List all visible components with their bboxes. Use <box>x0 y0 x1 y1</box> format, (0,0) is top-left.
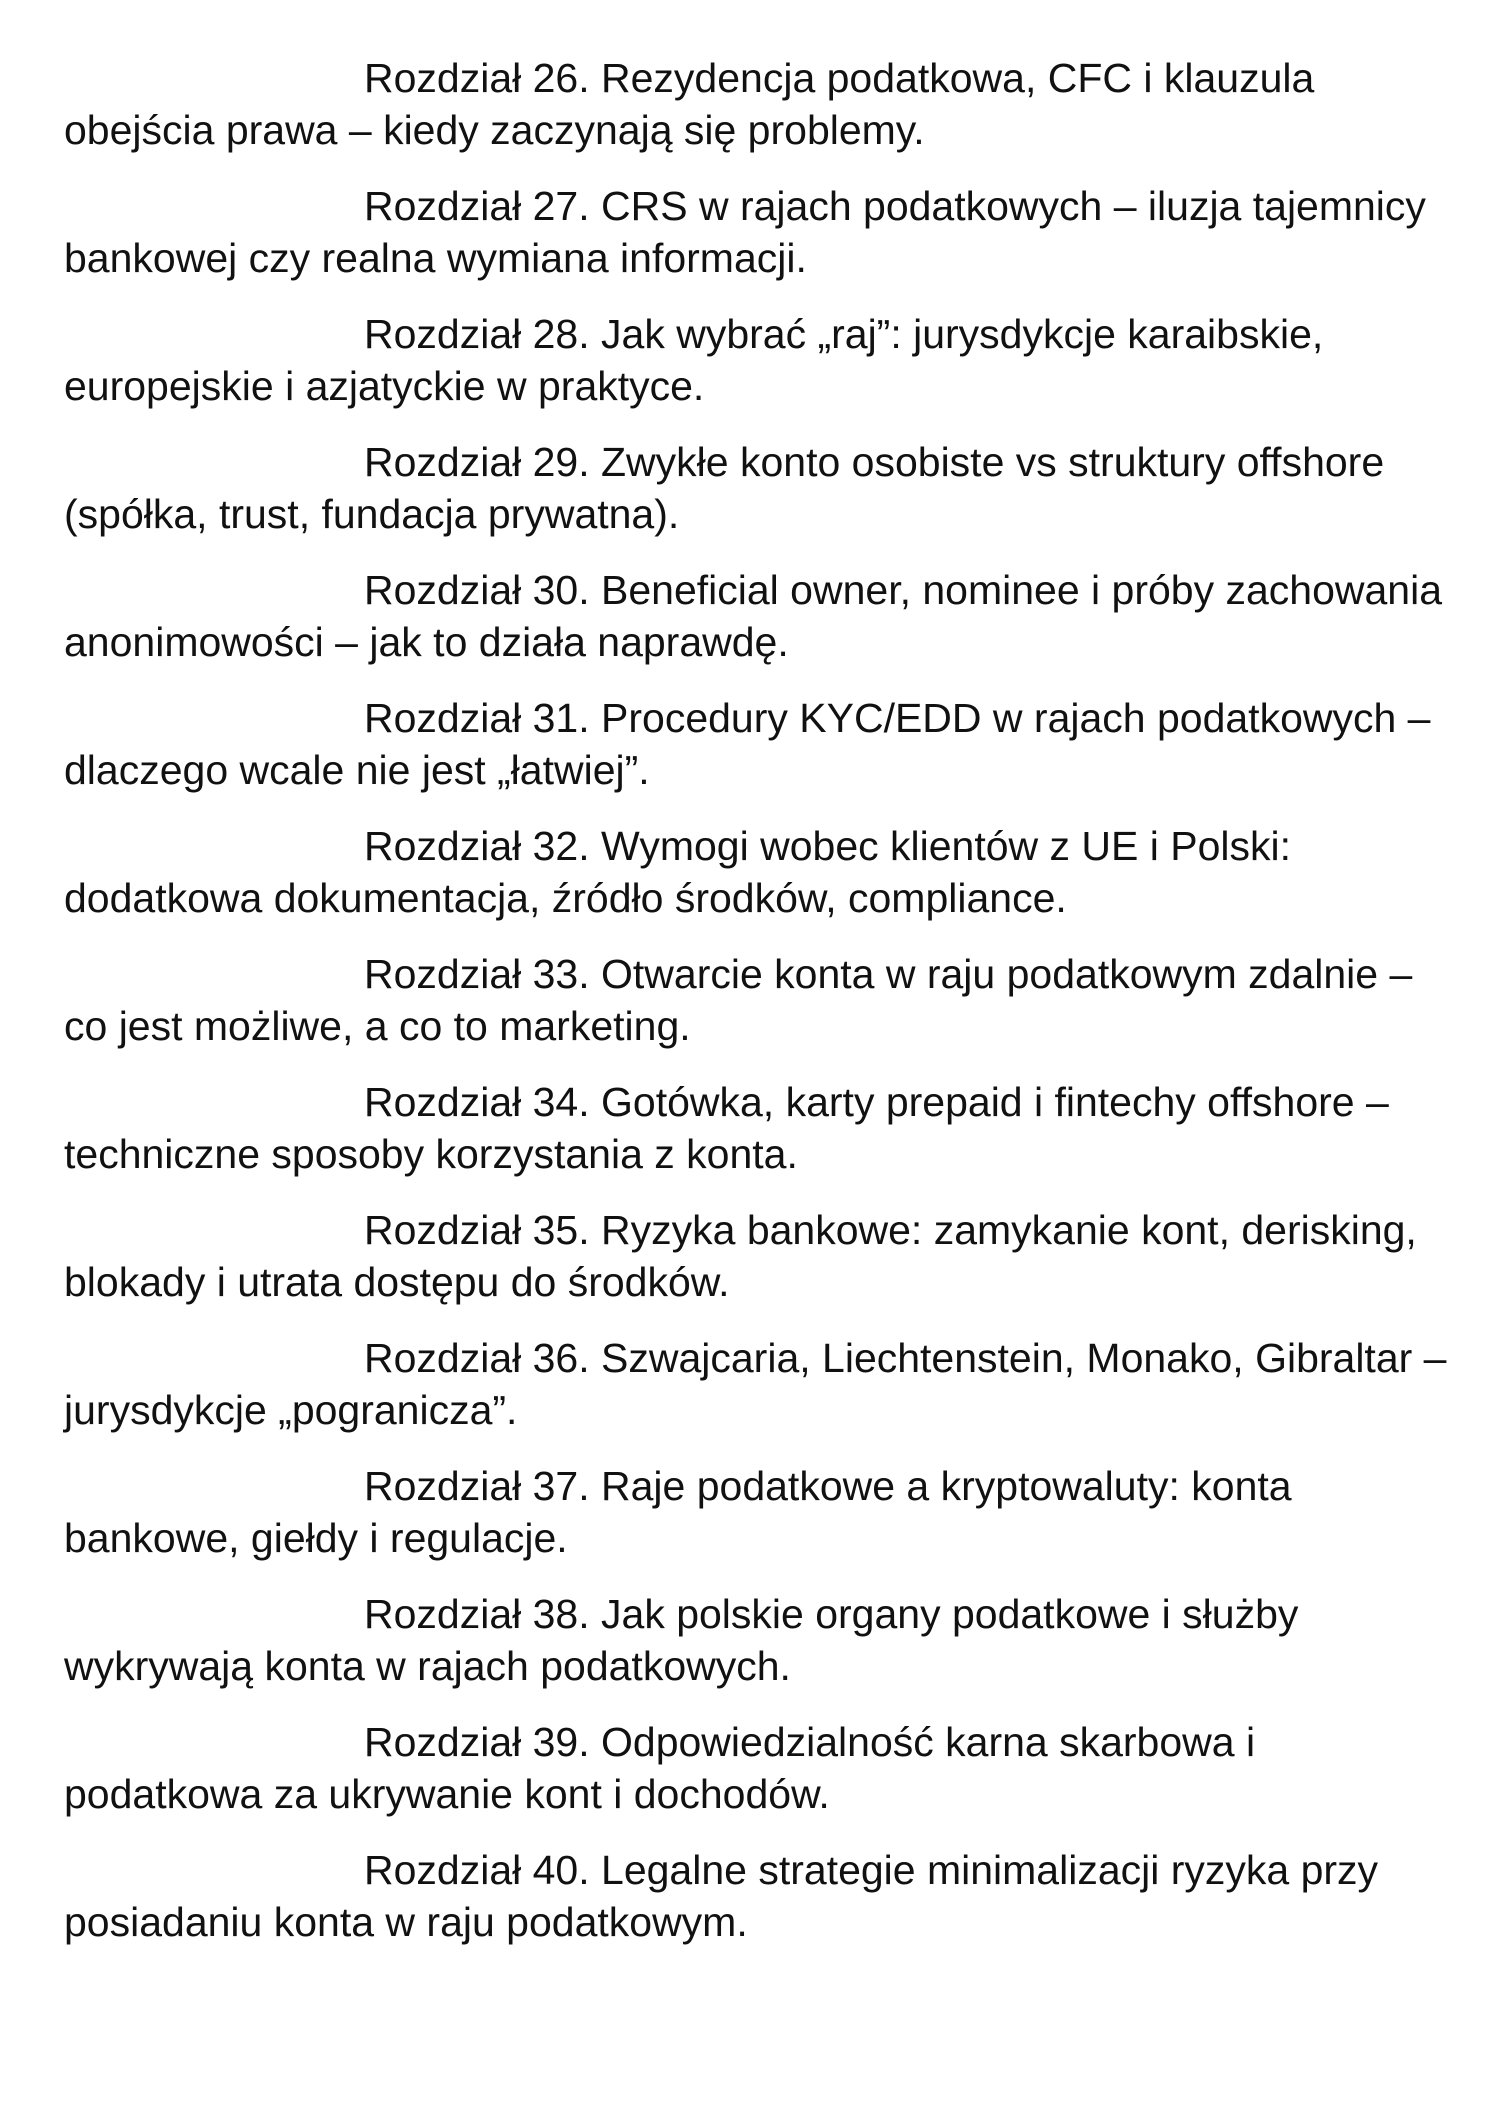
chapter-item-39: Rozdział 39. Odpowiedzialność karna skarbowa i podatkowa za ukrywanie kont i dochodów. <box>64 1719 1256 1817</box>
chapter-item-31: Rozdział 31. Procedury KYC/EDD w rajach podatkowych – dlaczego wcale nie jest „łatwiej”. <box>64 695 1431 793</box>
chapter-item-40: Rozdział 40. Legalne strategie minimalizacji ryzyka przy posiadaniu konta w raju podatkowym. <box>64 1847 1379 1945</box>
chapter-item-30: Rozdział 30. Beneficial owner, nominee i próby zachowania anonimowości – jak to działa naprawdę. <box>64 567 1443 665</box>
chapter-item-34: Rozdział 34. Gotówka, karty prepaid i fintechy offshore – techniczne sposoby korzystania z konta. <box>64 1079 1389 1177</box>
chapter-item-32: Rozdział 32. Wymogi wobec klientów z UE i Polski: dodatkowa dokumentacja, źródło środków, compliance. <box>64 823 1292 921</box>
chapter-item-36: Rozdział 36. Szwajcaria, Liechtenstein, Monako, Gibraltar – jurysdykcje „pogranicza”. <box>64 1335 1447 1433</box>
chapter-item-33: Rozdział 33. Otwarcie konta w raju podatkowym zdalnie – co jest możliwe, a co to marketing. <box>64 951 1413 1049</box>
chapter-list <box>64 52 1458 1948</box>
chapter-item-29: Rozdział 29. Zwykłe konto osobiste vs struktury offshore (spółka, trust, fundacja prywatna). <box>64 439 1385 537</box>
chapter-item-26: Rozdział 26. Rezydencja podatkowa, CFC i klauzula obejścia prawa – kiedy zaczynają się problemy. <box>64 55 1315 153</box>
chapter-item-35: Rozdział 35. Ryzyka bankowe: zamykanie kont, derisking, blokady i utrata dostępu do środków. <box>64 1207 1417 1305</box>
chapter-item-28: Rozdział 28. Jak wybrać „raj”: jurysdykcje karaibskie, europejskie i azjatyckie w praktyce. <box>64 311 1324 409</box>
chapter-item-38: Rozdział 38. Jak polskie organy podatkowe i służby wykrywają konta w rajach podatkowych. <box>64 1591 1299 1689</box>
chapter-item-27: Rozdział 27. CRS w rajach podatkowych – iluzja tajemnicy bankowej czy realna wymiana informacji. <box>64 183 1426 281</box>
chapter-item-37: Rozdział 37. Raje podatkowe a kryptowaluty: konta bankowe, giełdy i regulacje. <box>64 1463 1292 1561</box>
